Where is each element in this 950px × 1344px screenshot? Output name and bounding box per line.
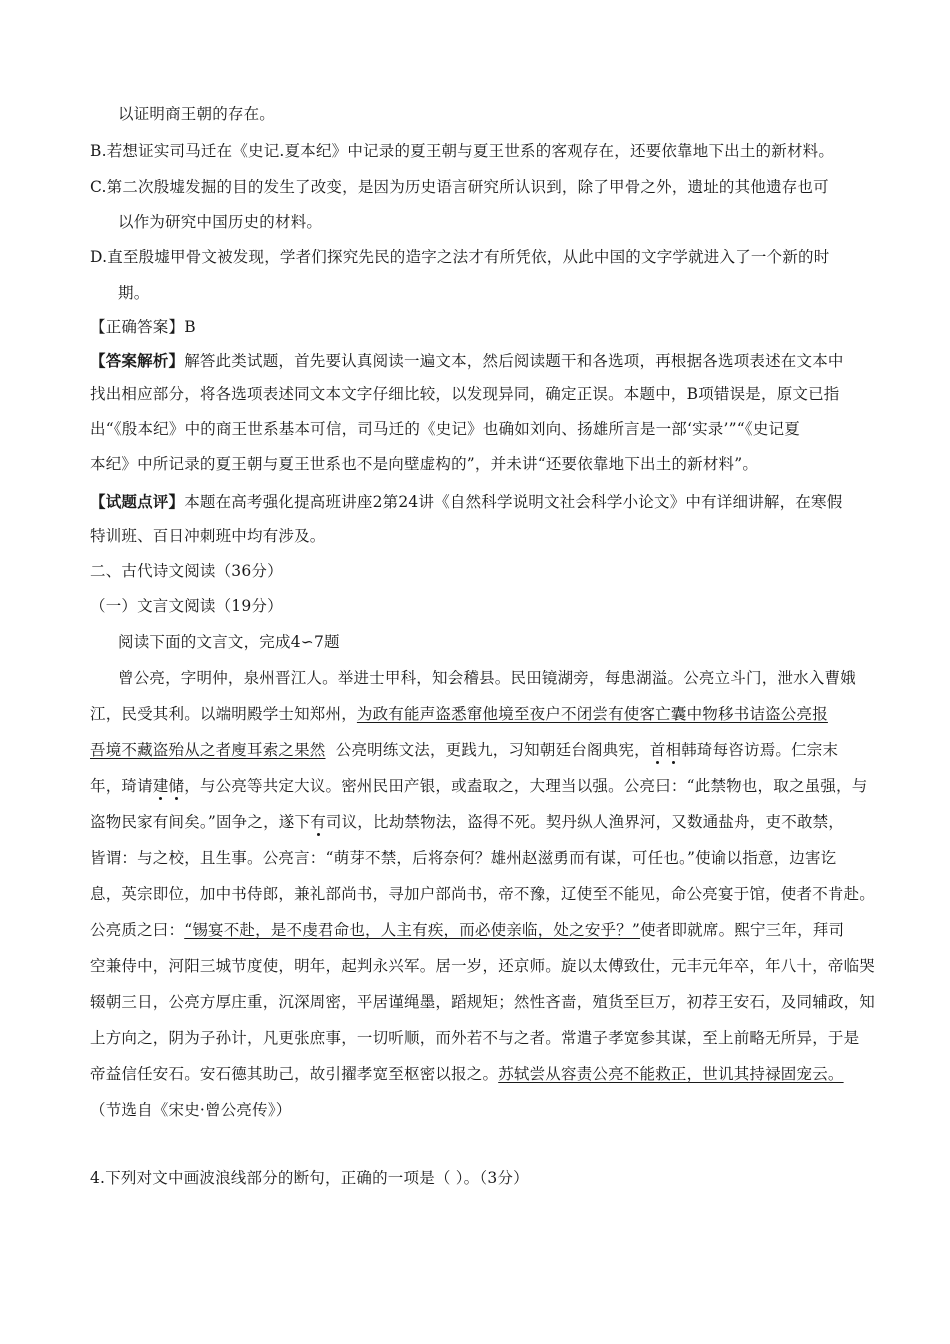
section-heading: 二、古代诗文阅读（36分） [90,562,283,580]
comment-line-1 [90,491,842,513]
dotted-char: 首 [649,741,666,759]
dotted-char: 有 [310,813,326,831]
underlined-sentence: 苏轼尝从容责公亮不能救正，世讥其持禄固宠云。 [498,1065,844,1083]
passage-text: 江，民受其利。以端明殿学士知郑州， [90,705,357,723]
option-c-line-2: 以作为研究中国历史的材料。 [118,213,323,231]
dotted-char: 储 [168,777,185,795]
option-c-line-1: C.第二次殷墟发掘的目的发生了改变，是因为历史语言研究所认识到，除了甲骨之外，遗址的其他遗存也可 [90,178,829,196]
passage-text: ，与公亮等共定大议。密州民田产银，或盍取之，大理当以强。公亮曰：“此禁物也，取之虽强，与 [184,777,868,795]
passage-line-9: 空兼侍中，河阳三城节度使，明年，起判永兴军。居一岁，还京师。旋以太傅致仕，元丰元年卒，年八十，帝临哭 [90,957,876,975]
passage-line-7: 息，英宗即位，加中书侍郎，兼礼部尚书，寻加户部尚书，帝不豫，辽使至不能见，命公亮宴于馆，使者不肯赴。 [90,885,876,903]
passage-line-12 [90,1063,844,1085]
wavy-underlined-sentence-end: 吾境不藏盗殆从之者廋耳索之果然 [90,741,326,759]
passage-text: 盗物民家有间矣。”固争之，遂下 [90,813,311,831]
correct-answer-label: 【正确答案】 [90,318,185,336]
passage-line-6: 皆谓：与之校，且生事。公亮言：“萌芽不禁，后将奈何？雄州赵滋勇而有谋，可任也。”使谕以指意，边害讫 [90,849,837,867]
comment-text-1: 本题在高考强化提高班讲座2第24讲《自然科学说明文社会科学小论文》中有详细讲解，在寒假 [184,493,843,511]
passage-text: 公亮明练文法，更践九，习知朝廷台阁典宪， [335,741,650,759]
reading-instruction: 阅读下面的文言文，完成4∽7题 [118,633,340,651]
analysis-line-1 [90,350,844,372]
comment-line-2: 特训班、百日冲刺班中均有涉及。 [90,527,326,545]
passage-text: 司议，比劫禁物法，盗得不死。契丹纵人渔界河，又数通盐舟，吏不敢禁， [325,813,844,831]
passage-source: （节选自《宋史·曾公亮传》） [90,1101,292,1119]
dotted-char: 相 [665,741,682,759]
underlined-sentence: “锡宴不赴，是不虔君命也，人主有疾，而必使亲临，处之安乎？” [184,921,641,939]
passage-text: 年，琦请 [90,777,153,795]
passage-line-3 [90,739,838,761]
analysis-line-4: 本纪》中所记录的夏王朝与夏王世系也不是向壁虚构的”，并未讲“还要依靠地下出土的新材料”。 [90,455,759,473]
option-b: B.若想证实司马迁在《史记.夏本纪》中记录的夏王朝与夏王世系的客观存在，还要依靠地下出土的新材料。 [90,142,835,160]
passage-line-5 [90,811,844,833]
passage-line-4 [90,775,867,797]
option-d-line-1: D.直至殷墟甲骨文被发现，学者们探究先民的造字之法才有所凭依，从此中国的文字学就进入了一个新的时 [90,248,830,266]
analysis-label: 【答案解析】 [90,351,185,370]
correct-answer [90,316,196,338]
dotted-char: 建 [152,777,169,795]
analysis-line-2: 找出相应部分，将各选项表述同文本文字仔细比较，以发现异同，确定正误。本题中，B项错误是，原文已指 [90,385,840,403]
passage-line-11: 上方向之，阴为子孙计，凡更张庶事，一切听顺，而外若不与之者。常遣子孝宽参其谋，至上前略无所异，于是 [90,1029,860,1047]
wavy-underlined-sentence: 为政有能声盗悉窜他境至夜户不闭尝有使客亡囊中物移书诘盗公亮报 [356,705,828,723]
subsection-heading: （一）文言文阅读（19分） [90,597,283,615]
correct-answer-value: B [184,318,196,336]
passage-line-8 [90,919,844,941]
passage-text: 韩琦每咨访焉。仁宗末 [681,741,839,759]
passage-text: 帝益信任安石。安石德其助己，故引擢孝宽至枢密以报之。 [90,1065,499,1083]
passage-line-1: 曾公亮，字明仲，泉州晋江人。举进士甲科，知会稽县。民田镜湖旁，每患湖溢。公亮立斗门，泄水入曹娥 [118,669,856,687]
passage-line-2 [90,703,828,725]
passage-line-10: 辍朝三日，公亮方厚庄重，沉深周密，平居谨绳墨，蹈规矩；然性吝啬，殖货至巨万，初荐王安石，及同辅政，知 [90,993,876,1011]
analysis-line-3: 出“《殷本纪》中的商王世系基本可信，司马迁的《史记》也确如刘向、扬雄所言是一部‘实录’”“《史记夏 [90,420,800,438]
question-4: 4.下列对文中画波浪线部分的断句，正确的一项是（ ）。（3分） [90,1169,529,1187]
passage-text: 公亮质之曰： [90,921,185,939]
option-a-tail: 以证明商王朝的存在。 [118,105,276,123]
analysis-text-1: 解答此类试题，首先要认真阅读一遍文本，然后阅读题干和各选项，再根据各选项表述在文本中 [184,352,844,370]
passage-text: 使者即就席。熙宁三年，拜司 [640,921,845,939]
option-d-line-2: 期。 [118,284,150,302]
comment-label: 【试题点评】 [90,492,185,511]
